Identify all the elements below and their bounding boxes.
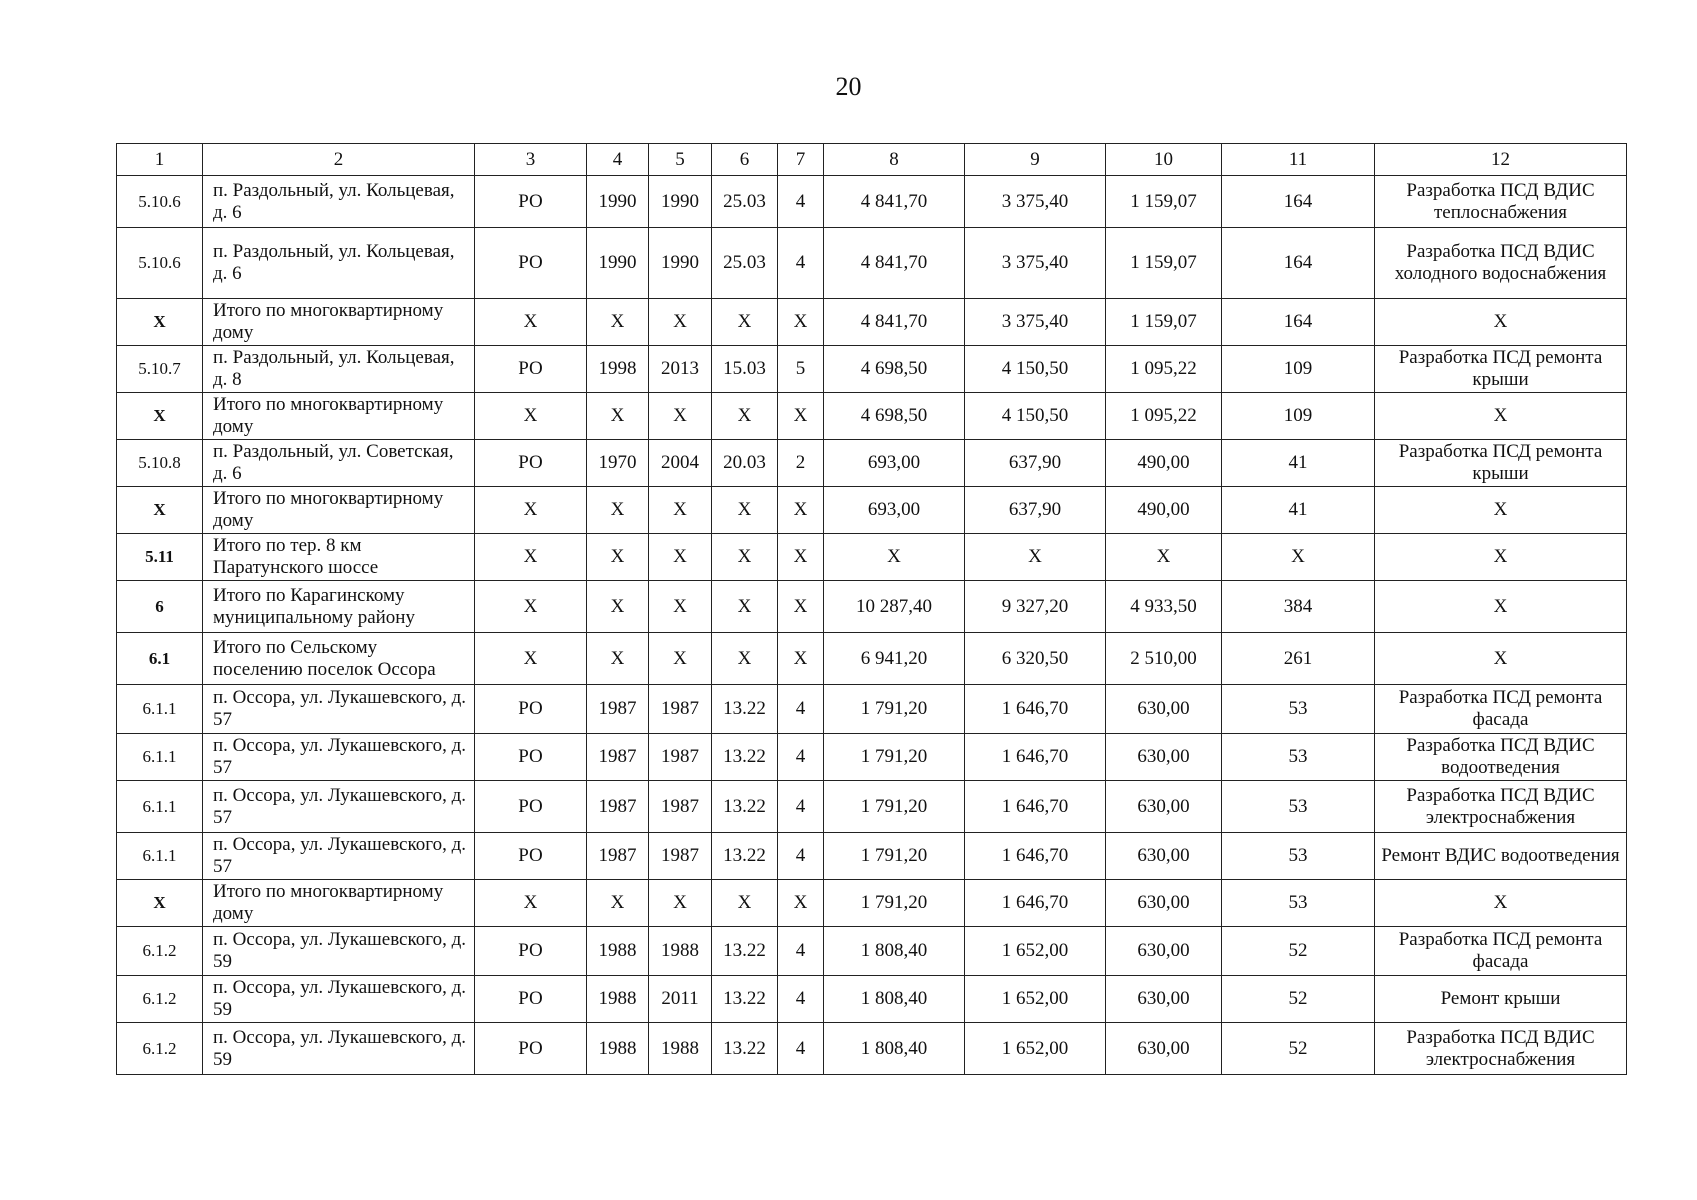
cell-row-number: X: [117, 393, 203, 440]
cell-living-area: 3 375,40: [965, 176, 1106, 228]
cell-non-living-area: 4 933,50: [1106, 581, 1222, 633]
cell-year-repair: X: [649, 487, 712, 534]
cell-year-repair: X: [649, 581, 712, 633]
cell-year-built: X: [587, 581, 649, 633]
cell-living-area: X: [965, 534, 1106, 581]
cell-owner-type: X: [475, 299, 587, 346]
table-row: [117, 633, 1627, 685]
table-header-row: [117, 144, 1627, 176]
cell-work-type: X: [1375, 581, 1627, 633]
cell-row-number: 6.1.2: [117, 976, 203, 1023]
cell-non-living-area: 2 510,00: [1106, 633, 1222, 685]
column-header: 9: [965, 144, 1106, 176]
table-row: [117, 534, 1627, 581]
cell-code: 13.22: [712, 781, 778, 833]
cell-floors: X: [778, 880, 824, 927]
cell-non-living-area: 630,00: [1106, 734, 1222, 781]
cell-year-built: X: [587, 534, 649, 581]
cell-row-number: 5.10.7: [117, 346, 203, 393]
cell-work-type: Разработка ПСД ВДИС электроснабжения: [1375, 1023, 1627, 1075]
cell-owner-type: РО: [475, 976, 587, 1023]
cell-address: п. Оссора, ул. Лукашевского, д. 57: [203, 685, 475, 734]
cell-total-area: 1 791,20: [824, 734, 965, 781]
cell-living-area: 6 320,50: [965, 633, 1106, 685]
cell-residents: 53: [1222, 685, 1375, 734]
cell-total-area: 693,00: [824, 487, 965, 534]
cell-address: Итого по многоквартирному дому: [203, 393, 475, 440]
cell-work-type: Разработка ПСД ремонта фасада: [1375, 685, 1627, 734]
cell-year-built: 1988: [587, 927, 649, 976]
cell-year-repair: 2004: [649, 440, 712, 487]
cell-address: п. Раздольный, ул. Кольцевая, д. 6: [203, 176, 475, 228]
cell-work-type: Разработка ПСД ВДИС холодного водоснабжения: [1375, 228, 1627, 299]
cell-year-repair: 1988: [649, 1023, 712, 1075]
cell-floors: X: [778, 633, 824, 685]
cell-residents: 53: [1222, 833, 1375, 880]
cell-work-type: X: [1375, 633, 1627, 685]
cell-floors: X: [778, 393, 824, 440]
cell-work-type: Ремонт крыши: [1375, 976, 1627, 1023]
cell-year-built: 1998: [587, 346, 649, 393]
cell-year-repair: X: [649, 299, 712, 346]
cell-address: п. Раздольный, ул. Кольцевая, д. 6: [203, 228, 475, 299]
cell-total-area: 1 791,20: [824, 781, 965, 833]
cell-work-type: Ремонт ВДИС водоотведения: [1375, 833, 1627, 880]
cell-owner-type: X: [475, 393, 587, 440]
cell-living-area: 1 646,70: [965, 734, 1106, 781]
cell-total-area: 693,00: [824, 440, 965, 487]
column-header: 2: [203, 144, 475, 176]
cell-residents: 53: [1222, 781, 1375, 833]
cell-floors: 4: [778, 781, 824, 833]
cell-owner-type: РО: [475, 833, 587, 880]
cell-living-area: 1 646,70: [965, 781, 1106, 833]
cell-row-number: 6.1.1: [117, 781, 203, 833]
cell-living-area: 1 652,00: [965, 927, 1106, 976]
cell-address: Итого по многоквартирному дому: [203, 299, 475, 346]
cell-total-area: 4 698,50: [824, 346, 965, 393]
cell-total-area: 6 941,20: [824, 633, 965, 685]
cell-floors: 4: [778, 176, 824, 228]
table-row: [117, 299, 1627, 346]
cell-address: Итого по Карагинскому муниципальному району: [203, 581, 475, 633]
cell-residents: 109: [1222, 346, 1375, 393]
cell-code: X: [712, 393, 778, 440]
cell-year-built: 1987: [587, 833, 649, 880]
cell-row-number: 6.1.2: [117, 1023, 203, 1075]
cell-row-number: 6.1.1: [117, 685, 203, 734]
cell-floors: X: [778, 581, 824, 633]
cell-row-number: 6: [117, 581, 203, 633]
cell-year-repair: 1990: [649, 228, 712, 299]
cell-residents: 52: [1222, 976, 1375, 1023]
column-header: 6: [712, 144, 778, 176]
cell-floors: 4: [778, 927, 824, 976]
cell-total-area: 4 841,70: [824, 176, 965, 228]
cell-address: п. Оссора, ул. Лукашевского, д. 57: [203, 833, 475, 880]
cell-code: 25.03: [712, 228, 778, 299]
cell-year-repair: 1987: [649, 833, 712, 880]
cell-living-area: 637,90: [965, 487, 1106, 534]
cell-non-living-area: 1 095,22: [1106, 393, 1222, 440]
cell-non-living-area: 1 095,22: [1106, 346, 1222, 393]
cell-code: X: [712, 880, 778, 927]
cell-residents: 53: [1222, 880, 1375, 927]
cell-non-living-area: 630,00: [1106, 781, 1222, 833]
column-header: 12: [1375, 144, 1627, 176]
cell-address: Итого по многоквартирному дому: [203, 487, 475, 534]
cell-total-area: 1 791,20: [824, 833, 965, 880]
cell-code: 13.22: [712, 685, 778, 734]
cell-owner-type: РО: [475, 346, 587, 393]
column-header: 10: [1106, 144, 1222, 176]
cell-address: п. Оссора, ул. Лукашевского, д. 59: [203, 976, 475, 1023]
cell-year-built: 1990: [587, 228, 649, 299]
column-header: 8: [824, 144, 965, 176]
page-number: 20: [835, 72, 862, 101]
cell-row-number: 6.1.1: [117, 833, 203, 880]
cell-year-built: 1990: [587, 176, 649, 228]
cell-residents: 52: [1222, 927, 1375, 976]
cell-code: X: [712, 581, 778, 633]
cell-year-repair: 1987: [649, 781, 712, 833]
cell-work-type: Разработка ПСД ВДИС теплоснабжения: [1375, 176, 1627, 228]
table-row: [117, 228, 1627, 299]
cell-owner-type: РО: [475, 176, 587, 228]
cell-owner-type: РО: [475, 685, 587, 734]
cell-non-living-area: 490,00: [1106, 440, 1222, 487]
cell-floors: 2: [778, 440, 824, 487]
cell-row-number: 6.1.1: [117, 734, 203, 781]
cell-living-area: 1 646,70: [965, 685, 1106, 734]
cell-owner-type: X: [475, 880, 587, 927]
cell-living-area: 1 646,70: [965, 880, 1106, 927]
cell-total-area: 1 808,40: [824, 976, 965, 1023]
cell-code: X: [712, 534, 778, 581]
cell-code: 15.03: [712, 346, 778, 393]
cell-floors: 4: [778, 1023, 824, 1075]
cell-year-repair: 1987: [649, 734, 712, 781]
cell-residents: 384: [1222, 581, 1375, 633]
cell-living-area: 4 150,50: [965, 393, 1106, 440]
cell-owner-type: X: [475, 581, 587, 633]
cell-non-living-area: 630,00: [1106, 880, 1222, 927]
cell-floors: 4: [778, 976, 824, 1023]
cell-owner-type: РО: [475, 440, 587, 487]
cell-non-living-area: 1 159,07: [1106, 176, 1222, 228]
cell-total-area: 4 698,50: [824, 393, 965, 440]
cell-row-number: X: [117, 880, 203, 927]
column-header: 7: [778, 144, 824, 176]
cell-non-living-area: 630,00: [1106, 685, 1222, 734]
cell-total-area: 10 287,40: [824, 581, 965, 633]
table-row: [117, 734, 1627, 781]
cell-total-area: X: [824, 534, 965, 581]
column-header: 1: [117, 144, 203, 176]
cell-floors: X: [778, 534, 824, 581]
cell-work-type: Разработка ПСД ремонта крыши: [1375, 346, 1627, 393]
cell-work-type: X: [1375, 880, 1627, 927]
cell-owner-type: РО: [475, 734, 587, 781]
cell-non-living-area: 630,00: [1106, 833, 1222, 880]
cell-owner-type: X: [475, 487, 587, 534]
cell-year-repair: X: [649, 393, 712, 440]
table-row: [117, 440, 1627, 487]
cell-row-number: 6.1: [117, 633, 203, 685]
table-row: [117, 833, 1627, 880]
cell-total-area: 4 841,70: [824, 299, 965, 346]
cell-row-number: 6.1.2: [117, 927, 203, 976]
cell-living-area: 4 150,50: [965, 346, 1106, 393]
cell-address: п. Оссора, ул. Лукашевского, д. 59: [203, 1023, 475, 1075]
cell-residents: 52: [1222, 1023, 1375, 1075]
table-row: [117, 927, 1627, 976]
cell-year-repair: 1988: [649, 927, 712, 976]
cell-living-area: 1 652,00: [965, 976, 1106, 1023]
table-row: [117, 176, 1627, 228]
cell-living-area: 637,90: [965, 440, 1106, 487]
cell-year-repair: X: [649, 633, 712, 685]
cell-total-area: 1 791,20: [824, 880, 965, 927]
table-row: [117, 781, 1627, 833]
cell-floors: 4: [778, 685, 824, 734]
cell-year-built: 1988: [587, 976, 649, 1023]
table-row: [117, 487, 1627, 534]
cell-code: 13.22: [712, 927, 778, 976]
cell-row-number: X: [117, 487, 203, 534]
table-row: [117, 581, 1627, 633]
cell-floors: 4: [778, 734, 824, 781]
cell-residents: 164: [1222, 176, 1375, 228]
cell-work-type: Разработка ПСД ВДИС электроснабжения: [1375, 781, 1627, 833]
table-row: [117, 880, 1627, 927]
cell-total-area: 1 808,40: [824, 1023, 965, 1075]
cell-code: 20.03: [712, 440, 778, 487]
table-row: [117, 976, 1627, 1023]
cell-code: X: [712, 299, 778, 346]
cell-floors: X: [778, 487, 824, 534]
column-header: 5: [649, 144, 712, 176]
cell-residents: 41: [1222, 440, 1375, 487]
cell-residents: 41: [1222, 487, 1375, 534]
cell-code: 13.22: [712, 833, 778, 880]
cell-address: п. Оссора, ул. Лукашевского, д. 57: [203, 734, 475, 781]
cell-year-built: 1970: [587, 440, 649, 487]
cell-address: Итого по тер. 8 км Паратунского шоссе: [203, 534, 475, 581]
cell-owner-type: РО: [475, 781, 587, 833]
cell-address: п. Оссора, ул. Лукашевского, д. 59: [203, 927, 475, 976]
cell-address: п. Раздольный, ул. Кольцевая, д. 8: [203, 346, 475, 393]
cell-floors: 5: [778, 346, 824, 393]
cell-living-area: 1 646,70: [965, 833, 1106, 880]
cell-address: п. Оссора, ул. Лукашевского, д. 57: [203, 781, 475, 833]
cell-work-type: Разработка ПСД ВДИС водоотведения: [1375, 734, 1627, 781]
cell-year-built: 1987: [587, 781, 649, 833]
column-header: 3: [475, 144, 587, 176]
cell-year-repair: 2011: [649, 976, 712, 1023]
cell-work-type: Разработка ПСД ремонта фасада: [1375, 927, 1627, 976]
data-table: [116, 143, 1627, 1075]
cell-address: Итого по Сельскому поселению поселок Оссора: [203, 633, 475, 685]
cell-owner-type: X: [475, 534, 587, 581]
cell-work-type: X: [1375, 487, 1627, 534]
cell-owner-type: РО: [475, 1023, 587, 1075]
cell-living-area: 9 327,20: [965, 581, 1106, 633]
cell-year-built: 1987: [587, 685, 649, 734]
cell-year-built: X: [587, 633, 649, 685]
table-row: [117, 346, 1627, 393]
cell-code: X: [712, 633, 778, 685]
cell-year-repair: 2013: [649, 346, 712, 393]
cell-row-number: 5.10.6: [117, 228, 203, 299]
cell-non-living-area: 1 159,07: [1106, 228, 1222, 299]
column-header: 4: [587, 144, 649, 176]
cell-residents: 261: [1222, 633, 1375, 685]
cell-residents: 164: [1222, 228, 1375, 299]
cell-address: п. Раздольный, ул. Советская, д. 6: [203, 440, 475, 487]
cell-residents: X: [1222, 534, 1375, 581]
cell-non-living-area: 630,00: [1106, 976, 1222, 1023]
cell-year-built: X: [587, 299, 649, 346]
cell-year-built: X: [587, 880, 649, 927]
cell-non-living-area: 1 159,07: [1106, 299, 1222, 346]
table-row: [117, 393, 1627, 440]
cell-work-type: X: [1375, 299, 1627, 346]
cell-owner-type: X: [475, 633, 587, 685]
cell-code: X: [712, 487, 778, 534]
cell-floors: 4: [778, 833, 824, 880]
cell-work-type: X: [1375, 393, 1627, 440]
cell-living-area: 1 652,00: [965, 1023, 1106, 1075]
cell-code: 13.22: [712, 1023, 778, 1075]
cell-total-area: 1 808,40: [824, 927, 965, 976]
cell-living-area: 3 375,40: [965, 299, 1106, 346]
cell-non-living-area: 630,00: [1106, 1023, 1222, 1075]
cell-year-built: X: [587, 393, 649, 440]
table-row: [117, 685, 1627, 734]
cell-work-type: X: [1375, 534, 1627, 581]
cell-floors: X: [778, 299, 824, 346]
cell-year-repair: X: [649, 534, 712, 581]
cell-residents: 109: [1222, 393, 1375, 440]
cell-owner-type: РО: [475, 927, 587, 976]
cell-residents: 164: [1222, 299, 1375, 346]
column-header: 11: [1222, 144, 1375, 176]
cell-owner-type: РО: [475, 228, 587, 299]
cell-non-living-area: 490,00: [1106, 487, 1222, 534]
cell-residents: 53: [1222, 734, 1375, 781]
table-row: [117, 1023, 1627, 1075]
cell-non-living-area: 630,00: [1106, 927, 1222, 976]
cell-floors: 4: [778, 228, 824, 299]
cell-row-number: 5.11: [117, 534, 203, 581]
cell-row-number: 5.10.8: [117, 440, 203, 487]
cell-year-built: X: [587, 487, 649, 534]
cell-address: Итого по многоквартирному дому: [203, 880, 475, 927]
cell-year-repair: 1987: [649, 685, 712, 734]
cell-row-number: 5.10.6: [117, 176, 203, 228]
cell-code: 13.22: [712, 734, 778, 781]
cell-code: 25.03: [712, 176, 778, 228]
cell-row-number: X: [117, 299, 203, 346]
cell-work-type: Разработка ПСД ремонта крыши: [1375, 440, 1627, 487]
cell-total-area: 1 791,20: [824, 685, 965, 734]
cell-total-area: 4 841,70: [824, 228, 965, 299]
cell-non-living-area: X: [1106, 534, 1222, 581]
cell-year-built: 1988: [587, 1023, 649, 1075]
cell-code: 13.22: [712, 976, 778, 1023]
cell-living-area: 3 375,40: [965, 228, 1106, 299]
cell-year-built: 1987: [587, 734, 649, 781]
cell-year-repair: X: [649, 880, 712, 927]
cell-year-repair: 1990: [649, 176, 712, 228]
